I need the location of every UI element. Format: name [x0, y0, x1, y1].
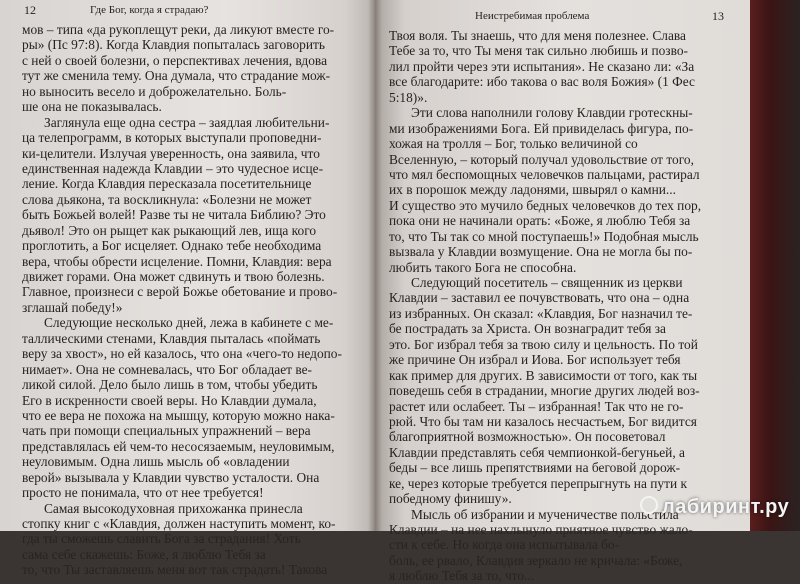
- text-line: сти к себе. Но когда она испытывала бо-: [389, 537, 620, 553]
- text-line: Тебе за то, что Ты меня так сильно любишь и позво-: [389, 43, 688, 59]
- text-line: стопку книг с «Клавдия, должен наступить момент, ко-: [22, 516, 336, 531]
- watermark-text: лабиринт.ру: [662, 496, 790, 518]
- text-line: хожая на тролля – Бог, только величиной со: [389, 136, 638, 152]
- text-line: ца телепрограмм, в которых выступали проповедни-: [22, 130, 322, 146]
- text-line: вызвала у Клавдии возмущение. Она не могла бы по-: [389, 244, 693, 260]
- text-line: Вселенную, – который получал удовольствие от того,: [389, 151, 694, 167]
- text-line: дьявол! Это он рыщет как рыкающий лев, ища кого: [22, 222, 317, 238]
- text-line: ше она не показывалась.: [22, 99, 162, 115]
- text-line: Клавдии – заставил ее почувствовать, что она – одна: [389, 290, 690, 306]
- text-line: И существо это мучило бедных человечков до тех пор,: [389, 197, 702, 213]
- text-line: проглотить, а Бог исцеляет. Однако тебе необходима: [22, 238, 322, 254]
- text-line: благоприятной возможностью». Он посоветовал: [389, 429, 666, 445]
- text-line: сама себе скажешь: Боже, я люблю Тебя за: [22, 546, 266, 562]
- text-line: беды – все лишь препятствиями на беговой дорож-: [389, 460, 681, 476]
- text-line: все благодарите: ибо такова о вас воля Божия» (1 Фес: [389, 74, 695, 90]
- text-line: то, что Ты заставляешь меня вот так страдать! Такова: [22, 562, 328, 578]
- text-line: тут же сменила тему. Она думала, что страдание мож-: [22, 68, 331, 84]
- text-line: ки-целители. Излучая уверенность, она заявила, что: [22, 145, 320, 161]
- left-page-text: [22, 22, 357, 578]
- right-page-number: 13: [712, 9, 724, 23]
- book-cover-edge: [750, 0, 800, 531]
- text-line: Его в искренности своей веры. Но Клавдии думала,: [22, 392, 317, 408]
- text-line: ление. Когда Клавдия пересказала посетительнице: [22, 176, 312, 192]
- text-line: победному финишу».: [389, 491, 512, 507]
- text-line: Эти слова наполнили голову Клавдии гротескны-: [411, 105, 693, 121]
- text-line: лил пройти через эти испытания». Не сказано ли: «За: [389, 58, 695, 74]
- text-line: поведешь себя в страдании, многие других людей воз-: [389, 383, 700, 399]
- text-line: ми изображениями Бога. Ей привиделась фигура, по-: [389, 120, 694, 136]
- text-line: ликой силой. Дело было лишь в том, чтобы убедить: [22, 377, 318, 393]
- text-line: зглашай победу!»: [22, 299, 123, 315]
- text-line: ке, через которые требуется перепрыгнуть на пути к: [389, 475, 687, 491]
- text-line: что мял беспомощных человечков пальцами, растирал: [389, 166, 700, 182]
- text-line: движет горами. Она может сдвинуть и твою болезнь.: [22, 269, 325, 284]
- text-line: Заглянула еще одна сестра – заядлая любительни-: [44, 114, 330, 130]
- left-running-head: Где Бог, когда я страдаю?: [90, 4, 209, 16]
- text-line: вера, чтобы обрести исцеление. Помни, Клавдия: вера: [22, 253, 332, 269]
- text-line: быть Божьей волей! Разве ты не читала Библию? Это: [22, 207, 326, 223]
- text-line: любить такого Бога не способна.: [389, 259, 577, 275]
- right-page: [375, 0, 750, 584]
- text-line: представлялась ей чем-то несосязаемым, неуловимым,: [22, 438, 335, 454]
- text-line: единственная надежда Клавдии – это чудесное исце-: [22, 160, 324, 176]
- text-line: просто не понимала, что от нее требуется!: [22, 485, 264, 501]
- text-line: верой» вызывала у Клавдии чувство усталости. Она: [22, 469, 320, 485]
- right-running-head: Неистребимая проблема: [475, 10, 590, 22]
- text-line: бе пострадать за Христа. Он вознаградит тебя за: [389, 321, 666, 337]
- text-line: Мысль об избрании и мученичестве польстила: [411, 506, 679, 522]
- text-line: Твоя воля. Ты знаешь, что для меня полезнее. Слава: [389, 28, 686, 43]
- text-line: чать при помощи специальных упражнений – вера: [22, 423, 311, 439]
- text-line: неуловимым. Одна лишь мысль об «овладении: [22, 454, 290, 470]
- text-line: Клавдии – на нее нахлынуло приятное чувство жало-: [389, 522, 693, 537]
- text-line: Самая высокодуховная прихожанка принесла: [44, 500, 303, 516]
- text-line: их в порошок между ладонями, швырял о камни...: [389, 182, 676, 198]
- text-line: гда ты сможешь славить Бога за страдания! Хоть: [22, 531, 301, 547]
- text-line: с ней о своей болезни, о перспективах лечения, вдова: [22, 52, 328, 68]
- text-line: же причине Он избрал и Иова. Бог использует тебя: [389, 352, 681, 368]
- left-page: [0, 0, 375, 578]
- text-line: из избранных. Он сказал: «Клавдия, Бог назначил те-: [389, 305, 693, 321]
- text-line: мов – типа «да рукоплещут реки, да ликуют вместе го-: [22, 22, 335, 37]
- text-line: то, что Ты так со мной поступаешь!» Подобная мысль: [389, 228, 699, 244]
- text-line: растет или ослабеет. Ты – избранная! Так что не го-: [389, 398, 684, 414]
- text-line: что ее вера не похожа на мышцу, которую можно нака-: [22, 407, 335, 423]
- text-line: Главное, произнеси с верой Божье обетование и прово-: [22, 284, 338, 300]
- text-line: рюй. Что бы там ни казалось несчастьем, Бог видится: [389, 413, 697, 429]
- text-line: 5:18)».: [389, 89, 428, 105]
- text-line: как пример для других. В зависимости от того, как ты: [389, 367, 698, 383]
- text-line: это. Бог избрал тебя за твою силу и цельность. По той: [389, 336, 698, 352]
- text-line: Клавдии представлять себя чемпионкой-бегуньей, а: [389, 444, 685, 460]
- left-page-number: 12: [24, 3, 36, 17]
- watermark-logo-icon: [640, 496, 658, 514]
- watermark: [640, 496, 789, 519]
- text-line: я люблю Тебя за то, что...: [389, 568, 535, 584]
- text-line: но выносить весело и доброжелательно. Боль-: [22, 83, 287, 99]
- text-line: боль, ее рвало, Клавдия зеркало не кричала: «Боже,: [389, 552, 683, 568]
- book-spine-shadow: [368, 0, 382, 531]
- text-line: нимает». Она не сомневалась, что Бог обладает ве-: [22, 361, 312, 377]
- text-line: веру за хвост», но ей казалось, что она «чего-то недопо-: [22, 346, 342, 362]
- text-line: Следующий посетитель – священник из церкви: [411, 275, 683, 290]
- text-line: пока они не начинали орать: «Боже, я люблю Тебя за: [389, 213, 691, 229]
- text-line: слова дьякона, та воскликнула: «Болезни не может: [22, 191, 312, 207]
- text-line: Следующие несколько дней, лежа в кабинете с ме-: [44, 315, 334, 331]
- text-line: таллическими стенами, Клавдия пыталась «поймать: [22, 330, 321, 346]
- text-line: ры» (Пс 97:8). Когда Клавдия попыталась заговорить: [22, 37, 325, 53]
